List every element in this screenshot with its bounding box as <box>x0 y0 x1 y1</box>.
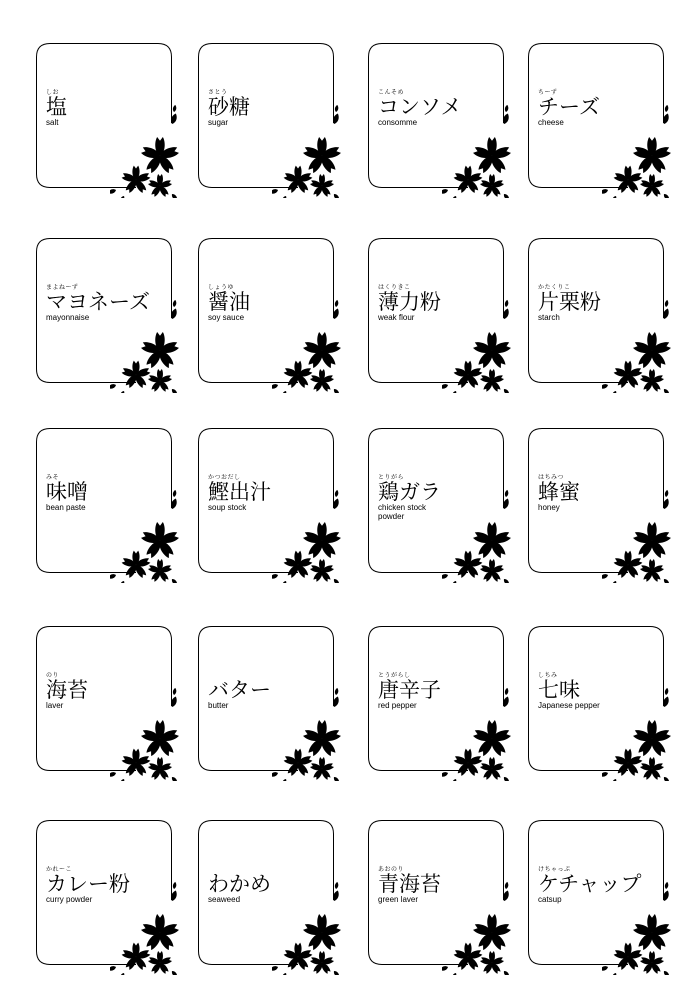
spice-label <box>528 238 666 383</box>
japanese-name: 醤油 <box>208 290 250 314</box>
spice-label <box>36 626 174 771</box>
spice-label <box>368 428 506 573</box>
sakura-flower-icon <box>110 685 182 781</box>
furigana: しょうゆ <box>208 284 235 291</box>
furigana: こんそめ <box>378 89 405 96</box>
japanese-name: チーズ <box>538 95 600 119</box>
sakura-flower-icon <box>110 487 182 583</box>
spice-label <box>36 820 174 965</box>
furigana: かたくりこ <box>538 284 571 291</box>
sakura-flower-icon <box>602 685 674 781</box>
english-name: sugar <box>208 118 229 127</box>
japanese-name: マヨネーズ <box>46 290 150 314</box>
english-name: salt <box>46 118 59 127</box>
sakura-flower-icon <box>442 297 514 393</box>
japanese-name: 海苔 <box>46 678 88 702</box>
spice-label <box>368 820 506 965</box>
furigana: まよねーず <box>46 284 79 291</box>
japanese-name: 片栗粉 <box>538 290 601 314</box>
furigana: のり <box>46 672 60 679</box>
english-name: mayonnaise <box>46 313 90 322</box>
japanese-name: バター <box>208 678 271 702</box>
english-name: starch <box>538 313 560 322</box>
japanese-name: わかめ <box>208 872 271 896</box>
english-name: curry powder <box>46 895 93 904</box>
furigana: かれーこ <box>46 866 73 873</box>
spice-label <box>528 428 666 573</box>
english-name: honey <box>538 503 560 512</box>
japanese-name: 薄力粉 <box>378 290 441 314</box>
furigana: みそ <box>46 474 60 481</box>
sakura-flower-icon <box>602 297 674 393</box>
sakura-flower-icon <box>442 102 514 198</box>
sakura-flower-icon <box>602 102 674 198</box>
sakura-flower-icon <box>602 879 674 975</box>
english-name: cheese <box>538 118 564 127</box>
english-name: bean paste <box>46 503 86 512</box>
english-name: catsup <box>538 895 562 904</box>
spice-label <box>198 238 336 383</box>
sakura-flower-icon <box>272 297 344 393</box>
japanese-name: 七味 <box>538 678 580 702</box>
english-name: Japanese pepper <box>538 701 600 710</box>
spice-label <box>528 43 666 188</box>
spice-label <box>198 820 336 965</box>
spice-label <box>36 428 174 573</box>
sakura-flower-icon <box>442 879 514 975</box>
spice-label <box>198 428 336 573</box>
english-name: soy sauce <box>208 313 245 322</box>
furigana: はくりきこ <box>378 284 411 291</box>
sakura-flower-icon <box>110 297 182 393</box>
sakura-flower-icon <box>602 487 674 583</box>
japanese-name: 蜂蜜 <box>538 480 580 504</box>
sakura-flower-icon <box>272 685 344 781</box>
japanese-name: ケチャップ <box>538 872 642 896</box>
spice-label <box>528 820 666 965</box>
english-name: weak flour <box>378 313 415 322</box>
japanese-name: 塩 <box>46 95 67 119</box>
sakura-flower-icon <box>442 487 514 583</box>
furigana: しお <box>46 89 60 96</box>
furigana: とうがらし <box>378 672 411 679</box>
furigana: かつおだし <box>208 474 241 481</box>
spice-label <box>368 626 506 771</box>
japanese-name: 鶏ガラ <box>378 480 441 504</box>
sakura-flower-icon <box>272 102 344 198</box>
sakura-flower-icon <box>272 879 344 975</box>
furigana: さとう <box>208 89 228 96</box>
spice-label <box>198 43 336 188</box>
english-name: seaweed <box>208 895 241 904</box>
furigana: とりがら <box>378 474 405 481</box>
japanese-name: 砂糖 <box>208 95 250 119</box>
english-name: green laver <box>378 895 419 904</box>
japanese-name: 味噌 <box>46 480 88 504</box>
spice-label <box>198 626 336 771</box>
english-name: soup stock <box>208 503 247 512</box>
sakura-flower-icon <box>110 102 182 198</box>
japanese-name: 鰹出汁 <box>208 480 271 504</box>
spice-label <box>368 43 506 188</box>
japanese-name: 青海苔 <box>378 872 441 896</box>
spice-label <box>528 626 666 771</box>
spice-label <box>36 238 174 383</box>
furigana: けちゃっぷ <box>538 866 571 873</box>
english-name: laver <box>46 701 64 710</box>
sakura-flower-icon <box>110 879 182 975</box>
furigana: あおのり <box>378 866 405 873</box>
japanese-name: カレー粉 <box>46 872 130 896</box>
english-name: chicken stock powder <box>378 503 427 521</box>
english-name: consomme <box>378 118 418 127</box>
japanese-name: コンソメ <box>378 95 462 119</box>
sakura-flower-icon <box>272 487 344 583</box>
furigana: ちーず <box>538 89 558 96</box>
japanese-name: 唐辛子 <box>378 678 441 702</box>
furigana: はちみつ <box>538 474 564 481</box>
sakura-flower-icon <box>442 685 514 781</box>
english-name: butter <box>208 701 229 710</box>
furigana: しちみ <box>538 672 558 679</box>
spice-label <box>368 238 506 383</box>
english-name: red pepper <box>378 701 417 710</box>
spice-label <box>36 43 174 188</box>
